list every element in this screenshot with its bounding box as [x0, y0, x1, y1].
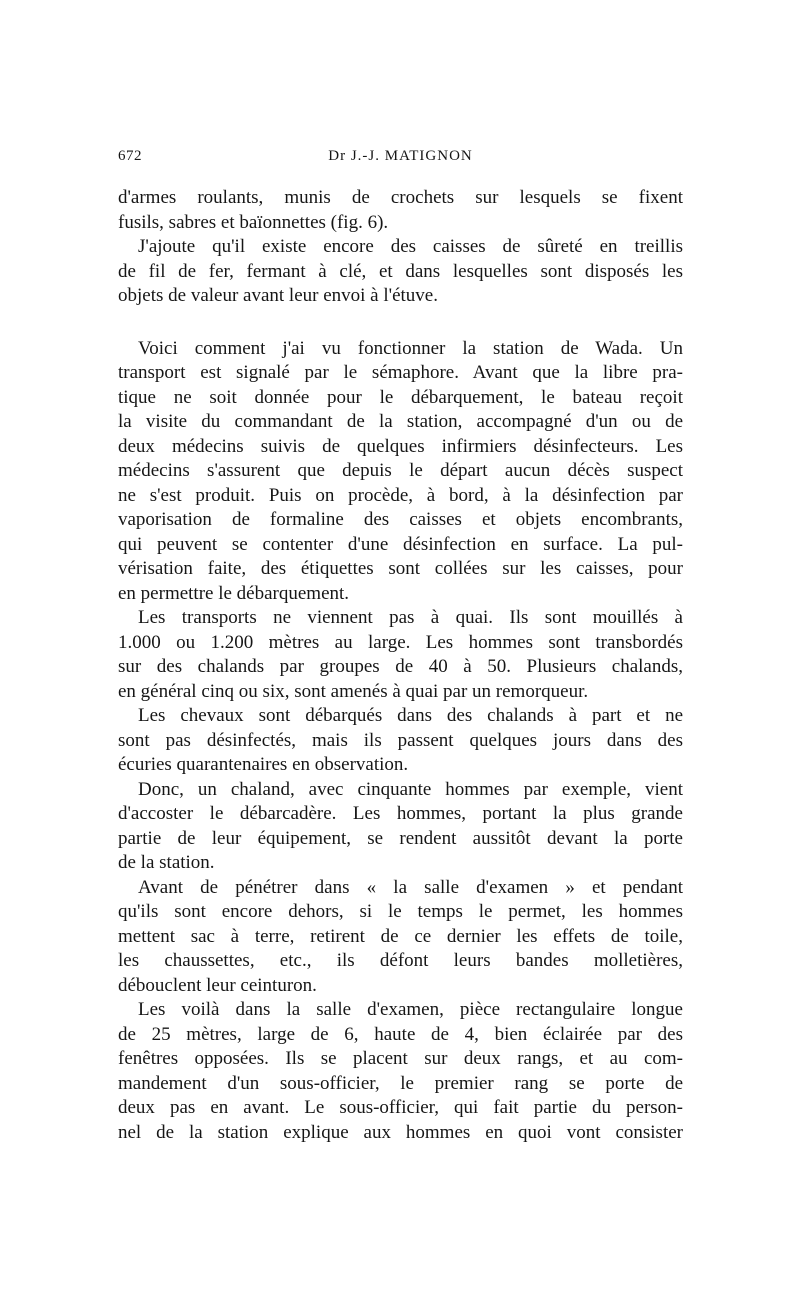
- paragraph: [118, 876, 683, 999]
- text-line: mettent sac à terre, retirent de ce dernier les effets de toile,: [118, 925, 683, 947]
- text-line: de la station.: [118, 852, 215, 873]
- text-line: transport est signalé par le sémaphore. Avant que la libre pra-: [118, 362, 683, 383]
- text-line: tique ne soit donnée pour le débarquement, le bateau reçoit: [118, 386, 683, 408]
- text-line: J'ajoute qu'il existe encore des caisses de sûreté en treillis: [138, 236, 683, 257]
- text-line: sont pas désinfectés, mais ils passent quelques jours dans des: [118, 729, 683, 751]
- book-page: [118, 0, 683, 1304]
- paragraph: [118, 704, 683, 778]
- body-text: [118, 186, 683, 1145]
- text-line: fenêtres opposées. Ils se placent sur deux rangs, et au com-: [118, 1048, 683, 1069]
- text-line: qui peuvent se contenter d'une désinfection en surface. La pul-: [118, 533, 683, 555]
- paragraph: [118, 235, 683, 309]
- paragraph: [118, 606, 683, 704]
- text-line: d'accoster le débarcadère. Les hommes, portant la plus grande: [118, 803, 683, 824]
- text-line: d'armes roulants, munis de crochets sur lesquels se fixent: [118, 187, 683, 208]
- text-line: nel de la station explique aux hommes en quoi vont consister: [118, 1121, 683, 1143]
- text-line: de 25 mètres, large de 6, haute de 4, bien éclairée par des: [118, 1023, 683, 1045]
- text-line: deux médecins suivis de quelques infirmiers désinfecteurs. Les: [118, 435, 683, 457]
- text-line: Voici comment j'ai vu fonctionner la station de Wada. Un: [138, 337, 683, 359]
- text-line: Les transports ne viennent pas à quai. Ils sont mouillés à: [138, 607, 683, 628]
- page-number: 672: [118, 148, 142, 164]
- text-line: 1.000 ou 1.200 mètres au large. Les hommes sont transbordés: [118, 631, 683, 653]
- running-header-author: Dr J.-J. MATIGNON: [328, 148, 473, 164]
- text-line: les chaussettes, etc., ils défont leurs bandes molletières,: [118, 950, 683, 971]
- paragraph: [118, 186, 683, 235]
- running-header: [118, 148, 683, 170]
- text-line: la visite du commandant de la station, accompagné d'un ou de: [118, 411, 683, 432]
- text-line: en général cinq ou six, sont amenés à quai par un remorqueur.: [118, 680, 589, 702]
- text-line: Les voilà dans la salle d'examen, pièce rectangulaire longue: [138, 999, 683, 1020]
- text-line: mandement d'un sous-officier, le premier rang se porte de: [118, 1072, 683, 1094]
- text-line: en permettre le débarquement.: [118, 582, 350, 604]
- text-line: qu'ils sont encore dehors, si le temps le permet, les hommes: [118, 901, 683, 922]
- text-line: sur des chalands par groupes de 40 à 50. Plusieurs chalands,: [118, 656, 683, 677]
- text-line: ne s'est produit. Puis on procède, à bord, à la désinfection par: [118, 484, 683, 506]
- paragraph: [118, 337, 683, 607]
- text-line: vaporisation de formaline des caisses et objets encombrants,: [118, 509, 683, 530]
- text-line: Les chevaux sont débarqués dans des chalands à part et ne: [138, 705, 683, 726]
- text-line: objets de valeur avant leur envoi à l'étuve.: [118, 285, 438, 306]
- text-line: Donc, un chaland, avec cinquante hommes par exemple, vient: [138, 778, 683, 800]
- section-gap: [118, 309, 683, 337]
- text-line: vérisation faite, des étiquettes sont collées sur les caisses, pour: [118, 558, 683, 579]
- paragraph: [118, 998, 683, 1145]
- text-line: de fil de fer, fermant à clé, et dans lesquelles sont disposés les: [118, 260, 683, 282]
- text-line: fusils, sabres et baïonnettes (fig. 6).: [118, 211, 389, 233]
- paragraph: [118, 778, 683, 876]
- text-line: deux pas en avant. Le sous-officier, qui fait partie du person-: [118, 1097, 683, 1118]
- text-line: médecins s'assurent que depuis le départ aucun décès suspect: [118, 460, 683, 481]
- text-line: débouclent leur ceinturon.: [118, 974, 317, 996]
- text-line: écuries quarantenaires en observation.: [118, 754, 409, 775]
- text-line: partie de leur équipement, se rendent aussitôt devant la porte: [118, 827, 683, 849]
- text-line: Avant de pénétrer dans « la salle d'examen » et pendant: [138, 876, 683, 898]
